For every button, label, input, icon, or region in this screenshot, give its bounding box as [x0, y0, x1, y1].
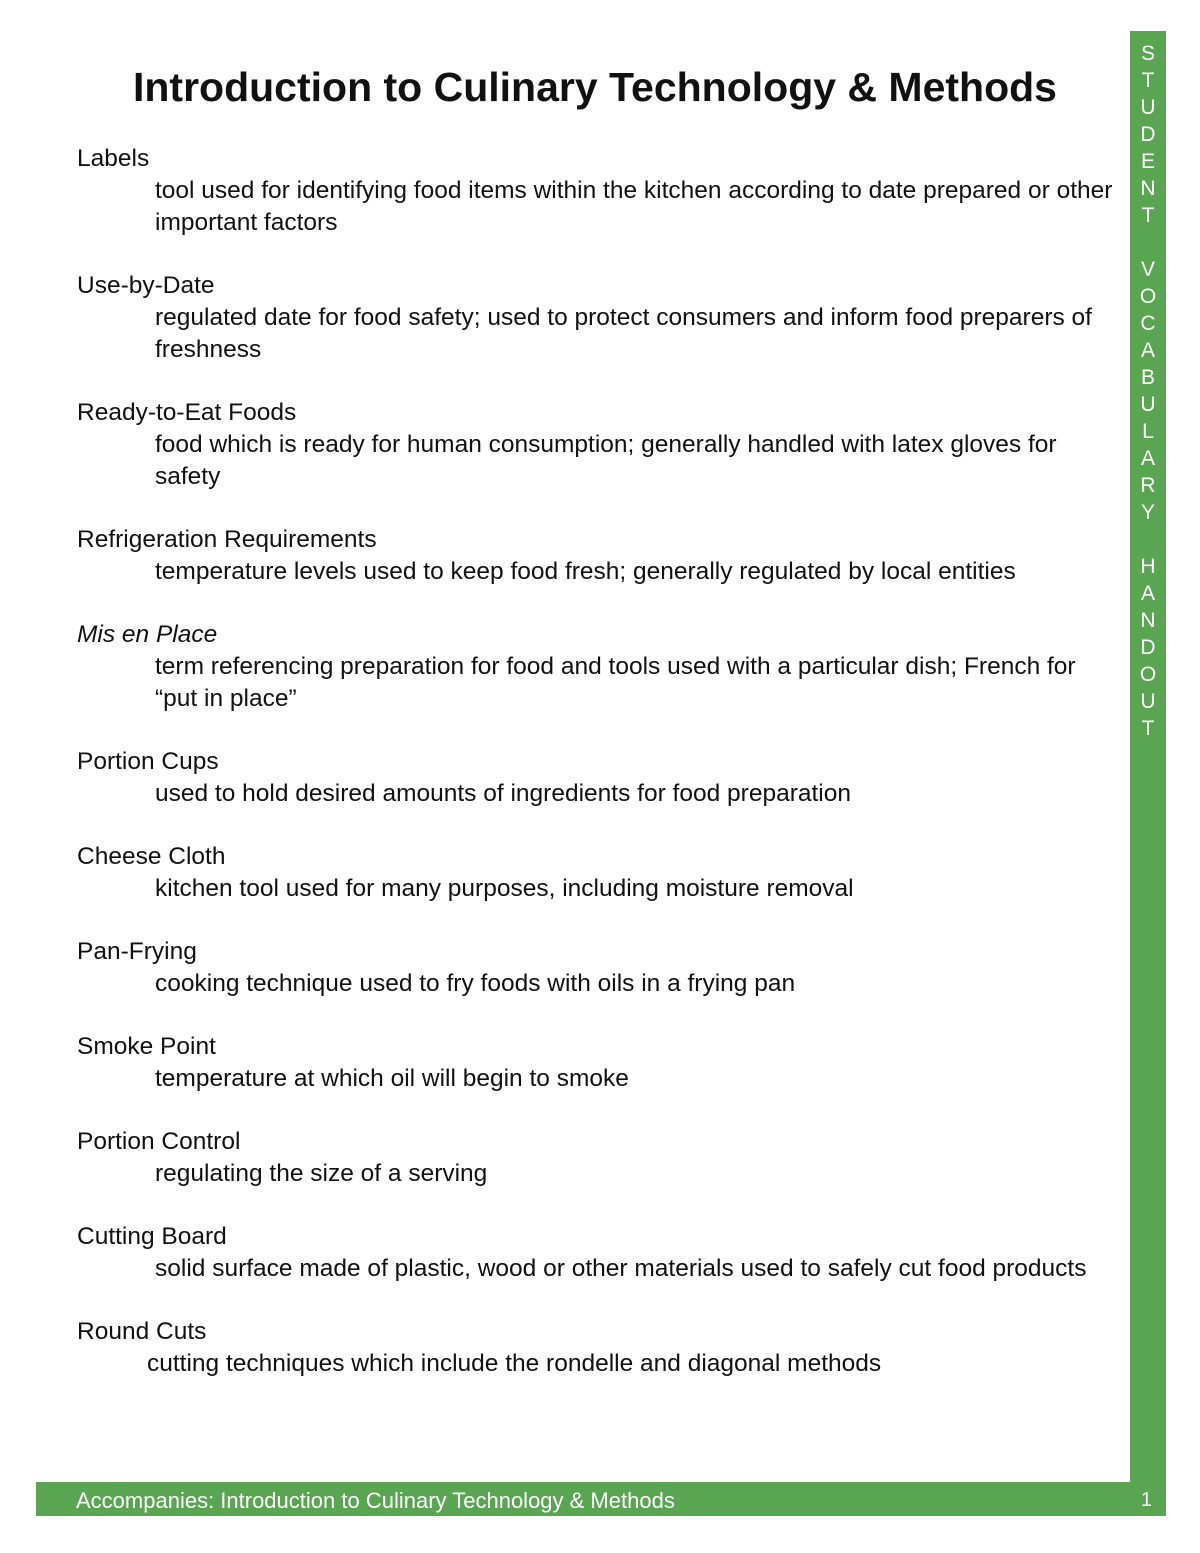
vocab-term: Cheese Cloth [77, 843, 226, 870]
side-label-letter: U [1140, 96, 1156, 119]
vocab-term: Cutting Board [77, 1223, 227, 1250]
vocab-entry [77, 746, 1117, 810]
side-label-letter: D [1140, 123, 1156, 146]
vocab-definition: regulated date for food safety; used to protect consumers and inform food preparers of freshness [155, 304, 1092, 363]
vocab-term: Pan-Frying [77, 938, 197, 965]
vocab-definition: tool used for identifying food items within the kitchen according to date prepared or other important factors [155, 177, 1113, 236]
vocab-definition: cutting techniques which include the rondelle and diagonal methods [147, 1350, 882, 1377]
side-label-letter [1145, 526, 1151, 553]
vocab-definition: solid surface made of plastic, wood or other materials used to safely cut food products [155, 1255, 1087, 1282]
page-number: 1 [1140, 1489, 1152, 1511]
vocab-term: Smoke Point [77, 1033, 216, 1060]
vocab-definition: cooking technique used to fry foods with oils in a frying pan [155, 970, 796, 997]
side-label-letter: A [1140, 447, 1155, 470]
footer-text: Accompanies: Introduction to Culinary Technology & Methods [76, 1488, 675, 1513]
side-label-letter: T [1141, 69, 1155, 92]
side-label-letter: S [1140, 42, 1155, 65]
side-label-letter: A [1140, 582, 1155, 605]
side-label-letter: A [1140, 339, 1155, 362]
vocab-definition: used to hold desired amounts of ingredients for food preparation [155, 780, 851, 807]
side-label-letter: H [1140, 555, 1156, 578]
side-label-letter: N [1140, 177, 1156, 200]
side-label-letter: L [1142, 420, 1154, 443]
vocab-entry [77, 619, 1117, 715]
side-label [1130, 40, 1166, 742]
side-bar [1130, 31, 1166, 1515]
vocab-entry [77, 397, 1117, 493]
side-label-letter [1145, 229, 1151, 256]
vocab-entry [77, 936, 1117, 1000]
vocab-entry [77, 524, 1117, 588]
footer-bar [36, 1482, 1166, 1516]
vocab-entry [77, 143, 1117, 239]
vocab-definition: regulating the size of a serving [155, 1160, 488, 1187]
side-label-letter: U [1140, 393, 1156, 416]
vocab-entry [77, 270, 1117, 366]
side-label-letter: D [1140, 636, 1156, 659]
side-label-letter: V [1140, 258, 1155, 281]
vocab-term: Labels [77, 145, 150, 172]
side-label-letter: U [1140, 690, 1156, 713]
page-title: Introduction to Culinary Technology & Methods [133, 64, 1057, 110]
side-label-letter: C [1140, 312, 1156, 335]
side-label-letter: B [1140, 366, 1155, 389]
vocab-definition: kitchen tool used for many purposes, including moisture removal [155, 875, 854, 902]
side-label-letter: T [1141, 717, 1155, 740]
vocab-entry [77, 1031, 1117, 1095]
vocab-term: Round Cuts [77, 1318, 207, 1345]
vocab-entry [77, 1316, 1117, 1380]
side-label-letter: O [1139, 285, 1157, 308]
vocab-definition: term referencing preparation for food and tools used with a particular dish; French for “put in place” [155, 653, 1076, 712]
vocab-term: Ready-to-Eat Foods [77, 399, 297, 426]
side-label-letter: O [1139, 663, 1157, 686]
vocabulary-list [77, 143, 1117, 1411]
side-label-letter: N [1140, 609, 1156, 632]
vocab-definition: temperature at which oil will begin to smoke [155, 1065, 629, 1092]
vocab-term: Mis en Place [77, 621, 218, 648]
vocab-definition: temperature levels used to keep food fresh; generally regulated by local entities [155, 558, 1016, 585]
vocab-term: Use-by-Date [77, 272, 215, 299]
side-label-letter: T [1141, 204, 1155, 227]
side-label-letter: E [1140, 150, 1155, 173]
vocab-entry [77, 1221, 1117, 1285]
vocab-term: Portion Control [77, 1128, 241, 1155]
vocab-entry [77, 841, 1117, 905]
side-label-letter: Y [1140, 501, 1155, 524]
vocab-term: Refrigeration Requirements [77, 526, 377, 553]
vocab-definition: food which is ready for human consumption; generally handled with latex gloves for safety [155, 431, 1057, 490]
vocab-entry [77, 1126, 1117, 1190]
vocab-term: Portion Cups [77, 748, 219, 775]
side-label-letter: R [1140, 474, 1156, 497]
